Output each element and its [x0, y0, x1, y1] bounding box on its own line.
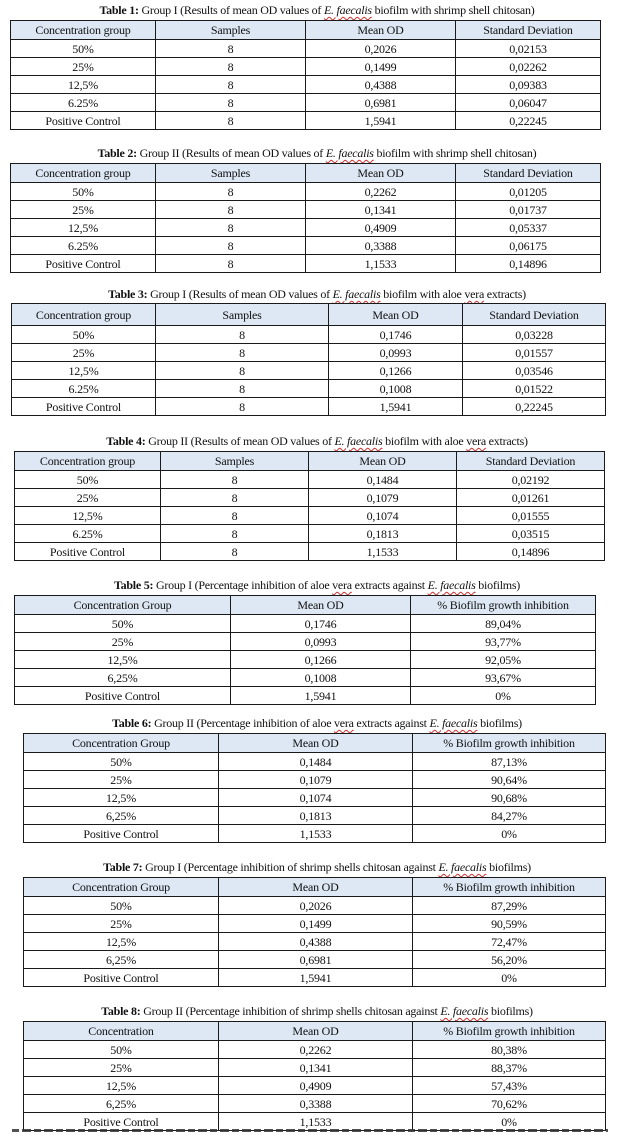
cell: 89,04% — [411, 615, 596, 633]
caption-text: Group I (Results of mean OD values of — [138, 3, 324, 17]
table-header-row — [24, 1022, 606, 1041]
table-row — [11, 58, 601, 76]
table-row — [15, 489, 605, 507]
table-header-row — [15, 596, 596, 615]
table-8 — [23, 1021, 606, 1131]
cell: 0,1484 — [219, 753, 413, 771]
table-1-label: Table 1: — [99, 3, 139, 17]
cell: 12,5% — [11, 219, 156, 237]
cell: 6,25% — [24, 1095, 219, 1113]
caption-text: extracts) — [484, 287, 526, 301]
table-row — [15, 633, 596, 651]
caption-text: biofilm with shrimp shell chitosan) — [371, 3, 535, 17]
cell: 0,01261 — [457, 489, 605, 507]
caption-text: Group I (Percentage inhibition of aloe — [153, 578, 333, 592]
cell: 56,20% — [413, 951, 606, 969]
table-3-caption — [0, 287, 634, 301]
caption-text: vera — [334, 716, 354, 730]
cell: 0,01557 — [463, 344, 606, 362]
cell: 90,59% — [413, 915, 606, 933]
column-header: Mean OD — [329, 304, 463, 326]
cell: 88,37% — [413, 1059, 606, 1077]
cell: 12,5% — [15, 507, 161, 525]
cell: 0,1341 — [219, 1059, 413, 1077]
table-5 — [14, 595, 596, 705]
cell: 0,4909 — [306, 219, 456, 237]
column-header: % Biofilm growth inhibition — [413, 878, 606, 897]
table-row — [15, 669, 596, 687]
species-name: E. faecalis — [438, 860, 487, 874]
cell: Positive Control — [24, 1113, 219, 1131]
table-7-label: Table 7: — [103, 860, 143, 874]
table-row — [12, 344, 606, 362]
table-2-caption — [0, 146, 634, 160]
cell: 50% — [12, 326, 156, 344]
species-name: E. faecalis — [323, 3, 372, 17]
cell: 90,68% — [413, 789, 606, 807]
column-header: Mean OD — [309, 452, 457, 471]
cell: 50% — [15, 471, 161, 489]
column-header: Concentration Group — [24, 878, 219, 897]
cell: 1,1533 — [219, 1113, 413, 1131]
cell: 92,05% — [411, 651, 596, 669]
table-header-row — [12, 304, 606, 326]
cell: 12,5% — [24, 933, 219, 951]
caption-text: Group II (Percentage inhibition of shrimp shells chitosan against — [140, 1004, 441, 1018]
column-header: Samples — [161, 452, 309, 471]
column-header: Mean OD — [219, 878, 413, 897]
caption-text: biofilms) — [488, 1004, 533, 1018]
cell: Positive Control — [15, 687, 231, 705]
cell: 25% — [11, 201, 156, 219]
cell: 0,06047 — [456, 94, 601, 112]
table-row — [11, 112, 601, 130]
cell: 25% — [11, 58, 156, 76]
table-row — [24, 1041, 606, 1059]
table-row — [24, 1077, 606, 1095]
cell: Positive Control — [15, 543, 161, 561]
cell: 57,43% — [413, 1077, 606, 1095]
cell: 12,5% — [11, 76, 156, 94]
cell: 25% — [24, 1059, 219, 1077]
cell: 72,47% — [413, 933, 606, 951]
cell: 0,1746 — [231, 615, 411, 633]
table-row — [12, 398, 606, 416]
table-row — [24, 753, 606, 771]
cell: 0,22245 — [456, 112, 601, 130]
cell: 0,1813 — [219, 807, 413, 825]
cell: 0,6981 — [219, 951, 413, 969]
caption-text: Group II (Percentage inhibition of aloe — [151, 716, 335, 730]
cell: 87,29% — [413, 897, 606, 915]
table-row — [24, 933, 606, 951]
cell: 0% — [413, 969, 606, 987]
cell: 1,5941 — [329, 398, 463, 416]
column-header: Mean OD — [306, 21, 456, 40]
cell: 8 — [156, 237, 306, 255]
table-row — [24, 951, 606, 969]
cell: 0,2026 — [306, 40, 456, 58]
table-row — [15, 687, 596, 705]
cell: 0,6981 — [306, 94, 456, 112]
table-row — [11, 219, 601, 237]
cell: 0,03546 — [463, 362, 606, 380]
column-header: Samples — [156, 21, 306, 40]
cell: 1,5941 — [306, 112, 456, 130]
cell: 12,5% — [24, 1077, 219, 1095]
cell: 87,13% — [413, 753, 606, 771]
cell: 8 — [156, 362, 329, 380]
table-row — [15, 471, 605, 489]
cell: 1,1533 — [219, 825, 413, 843]
cell: 0,3388 — [306, 237, 456, 255]
cell: 50% — [11, 40, 156, 58]
cell: 8 — [156, 219, 306, 237]
cell: 0% — [413, 825, 606, 843]
cell: 0,0993 — [329, 344, 463, 362]
table-8-caption — [0, 1004, 634, 1018]
cell: 0,02262 — [456, 58, 601, 76]
cell: 0,1266 — [231, 651, 411, 669]
cell: 0,06175 — [456, 237, 601, 255]
table-6 — [23, 733, 606, 843]
cell: 0,03515 — [457, 525, 605, 543]
cell: 8 — [156, 76, 306, 94]
column-header: Concentration Group — [24, 734, 219, 753]
caption-text: biofilm with aloe — [382, 434, 467, 448]
table-6-caption — [0, 716, 634, 730]
cell: 0% — [413, 1113, 606, 1131]
cell: 0,1074 — [219, 789, 413, 807]
cell: 8 — [156, 255, 306, 273]
table-6-label: Table 6: — [112, 716, 152, 730]
table-2-label: Table 2: — [97, 146, 137, 160]
caption-text: Group I (Results of mean OD values of — [147, 287, 333, 301]
cell: 50% — [24, 753, 219, 771]
cell: 0,22245 — [463, 398, 606, 416]
table-row — [15, 525, 605, 543]
table-2 — [10, 163, 601, 273]
cell: Positive Control — [11, 255, 156, 273]
cell: 8 — [156, 58, 306, 76]
cell: Positive Control — [24, 969, 219, 987]
cell: 6.25% — [11, 94, 156, 112]
cell: 50% — [11, 183, 156, 201]
cell: 25% — [15, 489, 161, 507]
cell: 50% — [15, 615, 231, 633]
cell: 1,5941 — [219, 969, 413, 987]
table-row — [12, 362, 606, 380]
cell: 0,4388 — [219, 933, 413, 951]
species-name: E. faecalis — [325, 146, 374, 160]
table-row — [11, 76, 601, 94]
column-header: Concentration group — [15, 452, 161, 471]
caption-text: extracts against — [351, 578, 428, 592]
table-row — [15, 507, 605, 525]
cell: 70,62% — [413, 1095, 606, 1113]
cell: 0,1499 — [219, 915, 413, 933]
cell: 0,01737 — [456, 201, 601, 219]
caption-text: biofilms) — [477, 716, 522, 730]
column-header: Standard Deviation — [463, 304, 606, 326]
column-header: Standard Deviation — [456, 21, 601, 40]
table-row — [24, 969, 606, 987]
caption-text: biofilms) — [486, 860, 531, 874]
cell: 80,38% — [413, 1041, 606, 1059]
caption-text: Group II (Results of mean OD values of — [145, 434, 335, 448]
cell: 0,2026 — [219, 897, 413, 915]
cell: 0,2262 — [219, 1041, 413, 1059]
table-row — [24, 915, 606, 933]
cell: 0% — [411, 687, 596, 705]
cell: 8 — [161, 525, 309, 543]
table-4-label: Table 4: — [106, 434, 146, 448]
cell: Positive Control — [24, 825, 219, 843]
table-8-label: Table 8: — [101, 1004, 141, 1018]
table-row — [24, 771, 606, 789]
table-5-caption — [0, 578, 634, 592]
table-row — [24, 789, 606, 807]
cell: 0,1079 — [309, 489, 457, 507]
caption-text: extracts against — [353, 716, 430, 730]
species-name: E. faecalis — [429, 716, 478, 730]
cell: 0,14896 — [457, 543, 605, 561]
species-name: E. faecalis — [334, 434, 383, 448]
cell: 8 — [156, 344, 329, 362]
cell: 8 — [161, 543, 309, 561]
cell: 0,1266 — [329, 362, 463, 380]
cell: 0,1079 — [219, 771, 413, 789]
table-7 — [23, 877, 606, 987]
cell: 8 — [161, 507, 309, 525]
cell: 0,03228 — [463, 326, 606, 344]
table-row — [11, 237, 601, 255]
cell: 90,64% — [413, 771, 606, 789]
cell: 0,0993 — [231, 633, 411, 651]
species-name: E. faecalis — [332, 287, 381, 301]
cell: 93,67% — [411, 669, 596, 687]
cell: 0,3388 — [219, 1095, 413, 1113]
cell: 8 — [156, 201, 306, 219]
cell: 1,1533 — [309, 543, 457, 561]
cell: 6.25% — [11, 237, 156, 255]
column-header: Standard Deviation — [456, 164, 601, 183]
table-row — [11, 201, 601, 219]
cell: 25% — [15, 633, 231, 651]
cell: 0,1746 — [329, 326, 463, 344]
table-row — [24, 825, 606, 843]
column-header: Concentration Group — [15, 596, 231, 615]
cell: 25% — [12, 344, 156, 362]
cell: 0,05337 — [456, 219, 601, 237]
cell: 8 — [156, 326, 329, 344]
column-header: Standard Deviation — [457, 452, 605, 471]
table-header-row — [11, 21, 601, 40]
column-header: % Biofilm growth inhibition — [413, 1022, 606, 1041]
cell: 0,1813 — [309, 525, 457, 543]
caption-text: vera — [332, 578, 352, 592]
cell: 0,01205 — [456, 183, 601, 201]
cell: 12,5% — [12, 362, 156, 380]
table-5-label: Table 5: — [113, 578, 154, 592]
caption-text: Group I (Percentage inhibition of shrimp shells chitosan against — [142, 860, 439, 874]
species-name: E. faecalis — [440, 1004, 489, 1018]
cell: 8 — [156, 112, 306, 130]
cell: 8 — [156, 40, 306, 58]
caption-text: Group II (Results of mean OD values of — [136, 146, 326, 160]
table-row — [24, 807, 606, 825]
cell: 8 — [156, 94, 306, 112]
column-header: Samples — [156, 304, 329, 326]
column-header: Concentration — [24, 1022, 219, 1041]
cell: 25% — [24, 915, 219, 933]
cell: 0,02192 — [457, 471, 605, 489]
column-header: Concentration group — [11, 164, 156, 183]
cell: 0,14896 — [456, 255, 601, 273]
cell: 6,25% — [15, 669, 231, 687]
column-header: Concentration group — [12, 304, 156, 326]
table-7-caption — [0, 860, 634, 874]
table-4-caption — [0, 434, 634, 448]
cell: 8 — [156, 398, 329, 416]
column-header: Concentration group — [11, 21, 156, 40]
table-header-row — [24, 878, 606, 897]
cell: 0,1008 — [329, 380, 463, 398]
cell: 1,5941 — [231, 687, 411, 705]
cell: 12,5% — [15, 651, 231, 669]
caption-text: biofilm with aloe — [380, 287, 465, 301]
table-row — [24, 1059, 606, 1077]
cell: Positive Control — [11, 112, 156, 130]
cell: 0,09383 — [456, 76, 601, 94]
cell: 0,1499 — [306, 58, 456, 76]
table-row — [11, 183, 601, 201]
cell: Positive Control — [12, 398, 156, 416]
table-header-row — [15, 452, 605, 471]
table-row — [24, 1113, 606, 1131]
cell: 25% — [24, 771, 219, 789]
species-name: E. faecalis — [427, 578, 476, 592]
cell: 8 — [161, 471, 309, 489]
table-row — [11, 94, 601, 112]
cell: 6,25% — [24, 951, 219, 969]
cell: 1,1533 — [306, 255, 456, 273]
table-row — [15, 543, 605, 561]
table-row — [12, 380, 606, 398]
table-row — [24, 897, 606, 915]
table-row — [11, 255, 601, 273]
table-1 — [10, 20, 601, 130]
table-3 — [11, 303, 606, 416]
cell: 0,1341 — [306, 201, 456, 219]
table-header-row — [11, 164, 601, 183]
cropped-text-line — [12, 1129, 608, 1132]
cell: 8 — [156, 183, 306, 201]
cell: 50% — [24, 897, 219, 915]
cell: 0,4388 — [306, 76, 456, 94]
caption-text: vera — [464, 287, 485, 301]
table-header-row — [24, 734, 606, 753]
cell: 0,4909 — [219, 1077, 413, 1095]
cell: 0,1008 — [231, 669, 411, 687]
cell: 0,1074 — [309, 507, 457, 525]
cell: 93,77% — [411, 633, 596, 651]
cell: 6,25% — [24, 807, 219, 825]
cell: 0,01555 — [457, 507, 605, 525]
caption-text: extracts) — [485, 434, 528, 448]
table-1-caption — [0, 3, 634, 17]
cell: 50% — [24, 1041, 219, 1059]
caption-text: vera — [466, 434, 486, 448]
cell: 0,2262 — [306, 183, 456, 201]
table-row — [24, 1095, 606, 1113]
column-header: % Biofilm growth inhibition — [413, 734, 606, 753]
cell: 0,02153 — [456, 40, 601, 58]
table-row — [11, 40, 601, 58]
caption-text: biofilms) — [475, 578, 521, 592]
table-row — [12, 326, 606, 344]
column-header: Mean OD — [231, 596, 411, 615]
column-header: Mean OD — [219, 1022, 413, 1041]
column-header: Mean OD — [306, 164, 456, 183]
cell: 0,1484 — [309, 471, 457, 489]
cell: 84,27% — [413, 807, 606, 825]
table-4 — [14, 451, 605, 561]
cell: 6.25% — [12, 380, 156, 398]
cell: 0,01522 — [463, 380, 606, 398]
cell: 8 — [161, 489, 309, 507]
table-3-label: Table 3: — [108, 287, 148, 301]
cell: 6.25% — [15, 525, 161, 543]
column-header: % Biofilm growth inhibition — [411, 596, 596, 615]
caption-text: biofilm with shrimp shell chitosan) — [373, 146, 537, 160]
cell: 8 — [156, 380, 329, 398]
table-row — [15, 651, 596, 669]
cell: 12,5% — [24, 789, 219, 807]
column-header: Samples — [156, 164, 306, 183]
table-row — [15, 615, 596, 633]
column-header: Mean OD — [219, 734, 413, 753]
